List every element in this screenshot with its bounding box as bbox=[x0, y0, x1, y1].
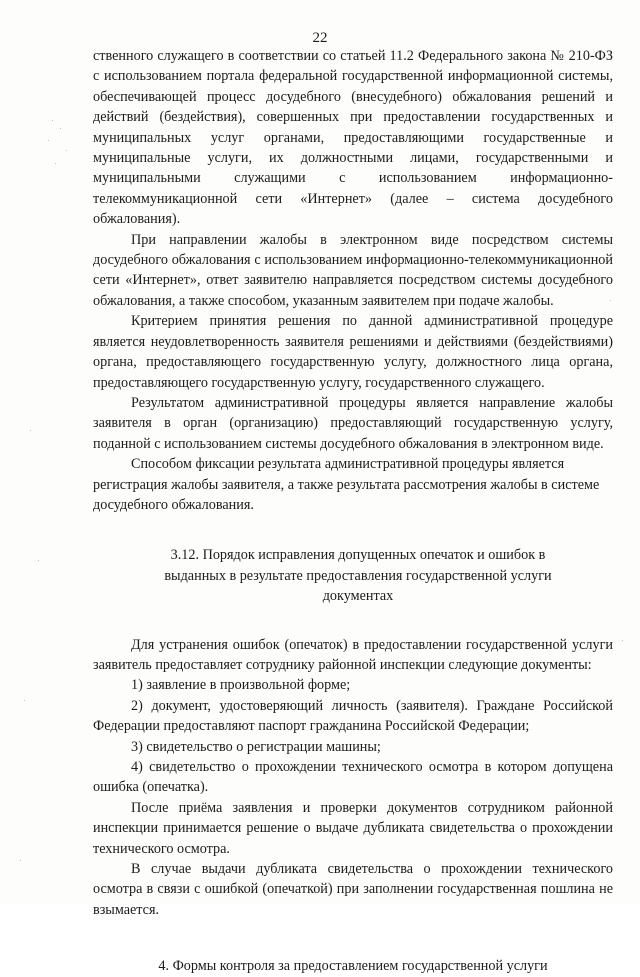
document-body bbox=[93, 46, 613, 977]
scan-speck bbox=[24, 700, 25, 701]
scan-speck bbox=[622, 640, 623, 641]
scan-speck bbox=[52, 120, 53, 121]
scan-speck bbox=[48, 140, 49, 141]
page-number: 22 bbox=[312, 30, 328, 46]
scan-speck bbox=[60, 128, 61, 129]
list-item-registration-certificate: 3) свидетельство о регистрации машины; bbox=[131, 738, 381, 755]
paragraph-result-fixation: Способом фиксации результата административной процедуры является регистрация жалобы заявителя, а также результата рассмотрения жалобы в системе досудебного обжалования. bbox=[93, 456, 600, 513]
paragraph-fee-exemption: В случае выдачи дубликата свидетельства о прохождении технического осмотра в связи с ошибкой (опечаткой) при заполнении государственная пошлина не взымается. bbox=[93, 861, 613, 918]
scan-speck bbox=[30, 430, 31, 431]
scan-speck bbox=[66, 150, 67, 151]
paragraph-documents-intro: Для устранения ошибок (опечаток) в предоставлении государственной услуги заявитель предоставляет сотруднику районной инспекции следующие документы: bbox=[93, 636, 613, 673]
paragraph-procedure-result: Результатом административной процедуры является направление жалобы заявителя в орган (организацию) предоставляющий государственную услугу, поданной с использованием системы досудебного обжалования в электронном виде. bbox=[93, 394, 613, 452]
paragraph-duplicate-decision: После приёма заявления и проверки документов сотрудником районной инспекции принимается решение о выдаче дубликата свидетельства о прохождении технического осмотра. bbox=[93, 799, 613, 857]
scan-speck bbox=[38, 560, 39, 561]
list-item-inspection-certificate: 4) свидетельство о прохождении технического осмотра в котором допущена ошибка (опечатка). bbox=[93, 759, 613, 796]
section-heading-4: 4. Формы контроля за предоставлением государственной услуги bbox=[158, 958, 548, 975]
scan-speck bbox=[20, 860, 21, 861]
paragraph-decision-criterion: Критерием принятия решения по данной административной процедуре является неудовлетворенность заявителя решениями и действиями (бездействиями) органа, предоставляющего государственную услугу, должностного лица органа, предоставляющего государственную услугу, государственного служащего. bbox=[93, 313, 613, 391]
paragraph-complaint-answer: При направлении жалобы в электронном виде посредством системы досудебного обжалования с использованием информационно-телекоммуникационной сети «Интернет», ответ заявителю направляется посредством системы досудебного обжалования, а также способом, указанным заявителем при подаче жалобы. bbox=[93, 231, 613, 309]
list-item-identity-document: 2) документ, удостоверяющий личность (заявителя). Граждане Российской Федерации предоставляют паспорт гражданина Российской Федерации; bbox=[93, 697, 613, 735]
scan-speck bbox=[55, 163, 56, 164]
section-heading-3-12: 3.12. Порядок исправления допущенных опечаток и ошибок в выданных в результате предоставления государственной услуги документах bbox=[164, 547, 552, 605]
paragraph-continuation: ственного служащего в соответствии со статьей 11.2 Федерального закона № 210-ФЗ с использованием портала федеральной государственной информационной системы, обеспечивающей процесс досудебного (внесудебного) обжалования решений и действий (бездействия), совершенных при предоставлении государственных и муниципальных услуг органами, предоставляющими государственные и муниципальные услуги, их должностными лицами, государственными и муниципальными служащими с использованием информационно-телекоммуникационной сети «Интернет» (далее – система досудебного обжалования). bbox=[93, 48, 613, 228]
list-item-application: 1) заявление в произвольной форме; bbox=[131, 677, 351, 694]
scan-speck bbox=[610, 300, 611, 301]
